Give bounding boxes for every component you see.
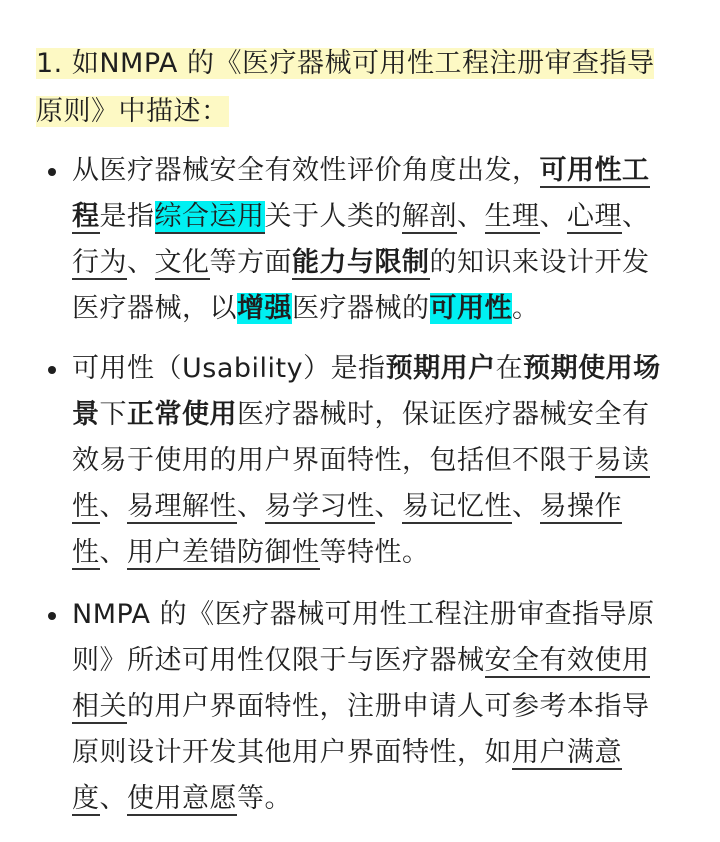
emphasis-segment: 文化 <box>154 247 210 278</box>
emphasis-segment: 生理 <box>484 201 540 232</box>
text-segment: 、 <box>99 537 127 568</box>
text-segment: 可用性（Usability）是指 <box>72 353 386 384</box>
heading-number: 1. <box>36 48 63 79</box>
text-segment: 等。 <box>237 783 292 814</box>
text-segment: 在 <box>495 353 524 384</box>
bullet-item-3 <box>72 592 672 822</box>
text-segment: 医疗器械时，保证医疗器械安全有效易于使用的用户界面特性，包括但不限于 <box>72 399 650 476</box>
bullet-item-2 <box>72 346 672 576</box>
emphasis-segment: 心理 <box>567 201 622 232</box>
emphasis-segment: 易学习性 <box>264 491 375 522</box>
text-segment: 下 <box>99 399 127 430</box>
text-segment: 。 <box>512 293 540 324</box>
emphasis-segment: 易理解性 <box>127 491 237 522</box>
emphasis-segment: 可用性工程 <box>72 155 650 232</box>
emphasis-segment: 行为 <box>72 247 127 278</box>
text-segment: 、 <box>539 201 567 232</box>
heading-paragraph <box>36 40 676 136</box>
emphasis-segment: 易读性 <box>72 445 650 522</box>
text-segment: 、 <box>374 491 402 522</box>
heading-text: 如NMPA 的《医疗器械可用性工程注册审查指导原则》中描述： <box>36 48 655 127</box>
heading-highlight <box>36 48 654 127</box>
emphasis-segment: 增强 <box>237 293 292 324</box>
text-segment: 、 <box>622 201 650 232</box>
emphasis-segment: 可用性 <box>429 293 512 324</box>
text-segment: 等方面 <box>209 247 292 278</box>
text-segment: 、 <box>99 783 127 814</box>
text-segment: 的知识来设计开发医疗器械，以 <box>72 247 650 324</box>
emphasis-segment: 解剖 <box>402 201 457 232</box>
emphasis-segment: 易操作性 <box>72 491 622 568</box>
text-segment: 、 <box>99 491 127 522</box>
emphasis-segment: 能力与限制 <box>292 247 430 278</box>
emphasis-segment: 正常使用 <box>127 399 237 430</box>
text-segment: 是指 <box>99 201 155 232</box>
emphasis-segment: 使用意愿 <box>127 783 237 814</box>
text-segment: 的用户界面特性，注册申请人可参考本指导原则设计开发其他用户界面特性，如 <box>72 691 650 768</box>
text-segment: 、 <box>127 247 155 278</box>
bullet-item-1 <box>72 148 672 332</box>
text-segment: NMPA 的《医疗器械可用性工程注册审查指导原则》所述可用性仅限于与医疗器械 <box>72 599 655 676</box>
emphasis-segment: 预期使用场景 <box>72 353 661 430</box>
text-segment: 、 <box>512 491 540 522</box>
text-segment: 、 <box>457 201 485 232</box>
text-segment: 从医疗器械安全有效性评价角度出发， <box>72 155 540 186</box>
emphasis-segment: 用户差错防御性 <box>127 537 320 568</box>
emphasis-segment: 综合运用 <box>154 201 265 232</box>
emphasis-segment: 用户满意度 <box>72 737 622 814</box>
text-segment: 医疗器械的 <box>292 293 430 324</box>
emphasis-segment: 预期用户 <box>385 353 496 384</box>
emphasis-segment: 安全有效使用相关 <box>72 645 650 722</box>
emphasis-segment: 易记忆性 <box>402 491 512 522</box>
text-segment: 、 <box>237 491 265 522</box>
text-segment: 关于人类的 <box>264 201 402 232</box>
text-segment: 等特性。 <box>319 537 430 568</box>
